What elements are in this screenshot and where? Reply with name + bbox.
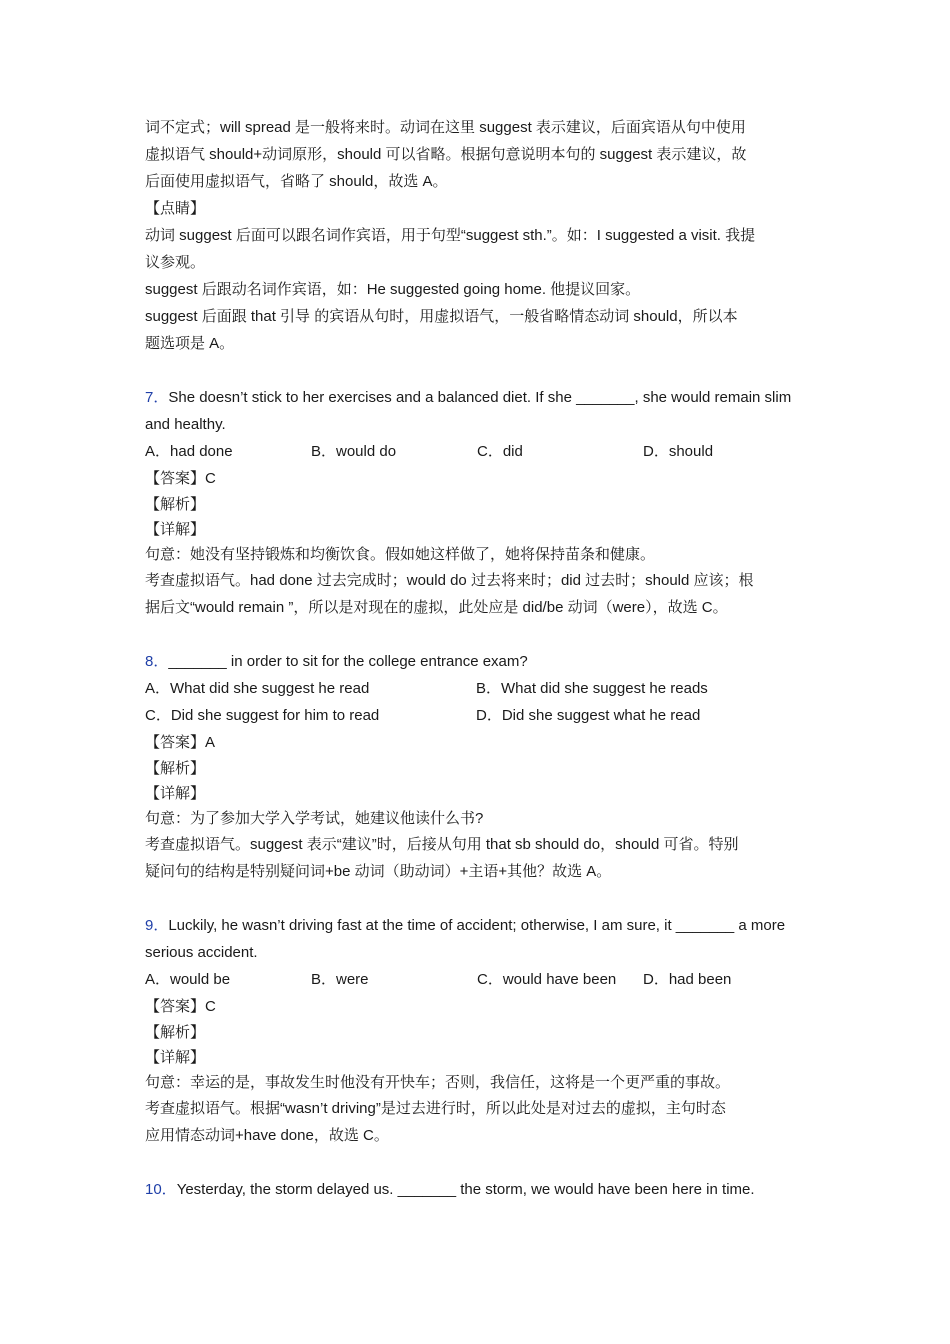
stem-text: She doesn’t stick to her exercises and a balanced diet. If she _______, she would remain slim [168,389,792,406]
question-number: 8． [145,653,169,670]
detail-label: 【详解】 [145,785,206,802]
detail-label: 【详解】 [145,1049,206,1066]
intro-line: 后面使用虚拟语气，省略了 should，故选 A。 [145,173,448,190]
tip-line: suggest 后跟动名词作宾语，如：He suggested going home. 他提议回家。 [145,281,641,298]
question-number: 10． [145,1181,177,1198]
spacer [145,1149,810,1176]
options-row [145,438,810,465]
spacer [145,621,810,648]
explain-line: 考查虚拟语气。根据“wasn’t driving”是过去进行时，所以此处是对过去的虚拟，主句时态 [145,1100,726,1117]
tip-label: 【点睛】 [145,200,206,217]
question-10 [145,1176,810,1203]
options-row [145,675,810,702]
question-9 [145,912,810,1149]
stem-text: Luckily, he wasn’t driving fast at the time of accident; otherwise, I am sure, it _______ a more [168,917,786,934]
option-a: A．What did she suggest he read [145,680,370,697]
analysis-label: 【解析】 [145,760,206,777]
question-stem [145,648,810,675]
answer-label: 【答案】C [145,998,216,1015]
question-stem [145,912,810,939]
detail-label: 【详解】 [145,521,206,538]
explain-line: 考查虚拟语气。suggest 表示“建议”时，后接从句用 that sb should do，should 可省。特别 [145,836,739,853]
explain-line: 句意：她没有坚持锻炼和均衡饮食。假如她这样做了，她将保持苗条和健康。 [145,546,656,563]
question-8 [145,648,810,885]
option-d: D．had been [643,971,732,988]
options-row [145,702,810,729]
options-row [145,966,810,993]
question-7 [145,384,810,621]
tip-line: 议参观。 [145,254,206,271]
answer-label: 【答案】A [145,734,216,751]
question-stem-cont: serious accident. [145,944,258,961]
intro-line: 虚拟语气 should+动词原形，should 可以省略。根据句意说明本句的 suggest 表示建议，故 [145,146,747,163]
question-number: 9． [145,917,169,934]
option-a: A．would be [145,971,231,988]
question-stem [145,1176,810,1203]
explain-line: 应用情态动词+have done，故选 C。 [145,1127,389,1144]
stem-text: _______ in order to sit for the college entrance exam? [168,653,528,670]
explain-line: 句意：为了参加大学入学考试，她建议他读什么书? [145,810,484,827]
spacer [145,357,810,384]
option-d: D．Did she suggest what he read [476,707,701,724]
question-stem [145,384,810,411]
intro-line: 词不定式；will spread 是一般将来时。动词在这里 suggest 表示建议，后面宾语从句中使用 [145,119,746,136]
tip-line: 题选项是 A。 [145,335,235,352]
option-b: B．What did she suggest he reads [476,680,708,697]
question-number: 7． [145,389,169,406]
tip-line: suggest 后面跟 that 引导 的宾语从句时，用虚拟语气，一般省略情态动词 should，所以本 [145,308,738,325]
spacer [145,885,810,912]
explain-line: 考查虚拟语气。had done 过去完成时；would do 过去将来时；did 过去时；should 应该；根 [145,572,754,589]
explain-line: 句意：幸运的是，事故发生时他没有开快车；否则，我信任，这将是一个更严重的事故。 [145,1074,731,1091]
option-b: B．were [311,971,369,988]
document-content [145,114,810,1203]
option-c: C．did [477,443,523,460]
question-stem-cont: and healthy. [145,416,226,433]
analysis-label: 【解析】 [145,496,206,513]
analysis-label: 【解析】 [145,1024,206,1041]
answer-label: 【答案】C [145,470,216,487]
explain-line: 据后文“would remain ”，所以是对现在的虚拟，此处应是 did/be 动词（were），故选 C。 [145,599,728,616]
option-c: C．Did she suggest for him to read [145,707,380,724]
option-d: D．should [643,443,714,460]
tip-line: 动词 suggest 后面可以跟名词作宾语，用于句型“suggest sth.”。如：I suggested a visit. 我提 [145,227,756,244]
option-b: B．would do [311,443,397,460]
option-c: C．would have been [477,971,617,988]
explain-line: 疑问句的结构是特别疑问词+be 动词（助动词）+主语+其他？故选 A。 [145,863,612,880]
option-a: A．had done [145,443,233,460]
stem-text: Yesterday, the storm delayed us. _______ the storm, we would have been here in time. [176,1181,755,1198]
